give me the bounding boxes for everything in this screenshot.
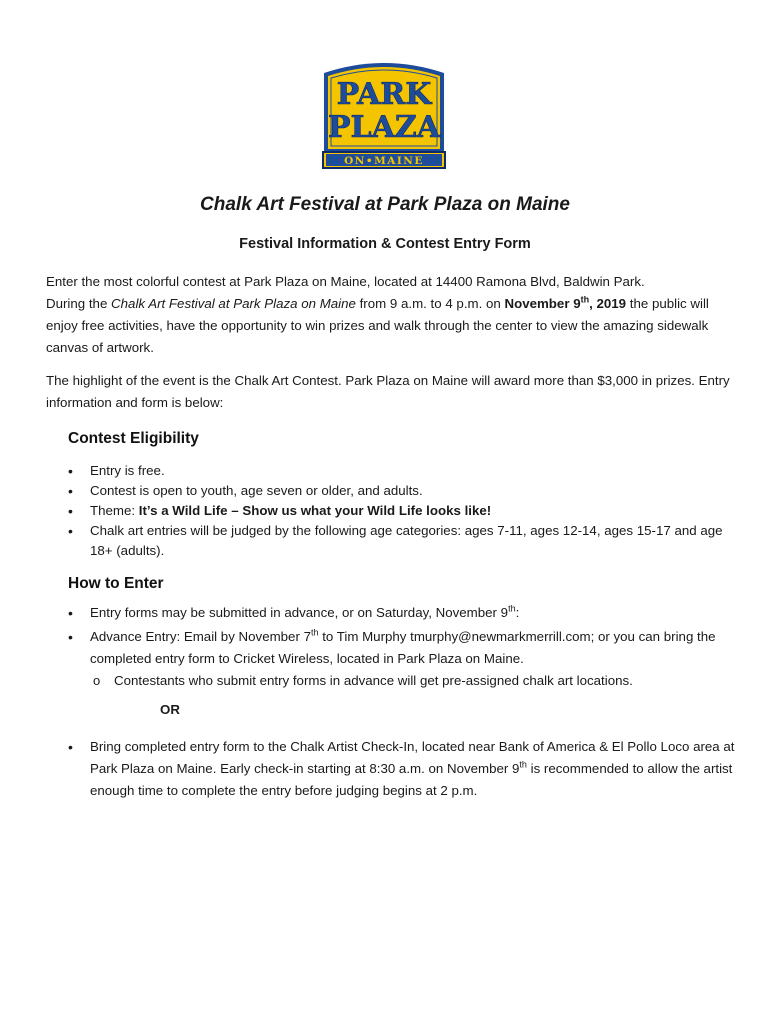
- list-item: [68, 626, 738, 692]
- list-item: [68, 602, 738, 624]
- how-item-3-suffix: th: [519, 759, 527, 770]
- how-sub-item: o Contestants who submit entry forms in advance will get pre-assigned chalk art locations.: [90, 670, 738, 692]
- how-to-enter-heading: How to Enter: [68, 575, 164, 592]
- or-separator: OR: [160, 702, 180, 717]
- list-item: [68, 521, 738, 561]
- how-item-2-end: to Tim Murphy tmurphy@newmarkmerrill.com; or you can bring the completed entry form to Cricket Wireless, located in Park Plaza on Maine.: [90, 629, 716, 666]
- eligibility-item-4: Chalk art entries will be judged by the following age categories: ages 7-11, ages 12-14, ages 15-17 and age 18+ (adults).: [90, 523, 723, 558]
- intro-text-b: from 9 a.m. to 4 p.m. on: [355, 296, 505, 311]
- eligibility-list: [68, 461, 738, 561]
- eligibility-item-1: Entry is free.: [90, 463, 165, 478]
- how-item-2-suffix: th: [310, 627, 319, 638]
- list-item: [68, 461, 738, 481]
- how-item-1-end: :: [515, 605, 520, 620]
- intro-date-suffix: th: [580, 294, 590, 305]
- logo-text-park: PARK: [336, 77, 432, 112]
- eligibility-theme: It’s a Wild Life – Show us what your Wild Life looks like!: [138, 503, 492, 518]
- highlight-paragraph: The highlight of the event is the Chalk Art Contest. Park Plaza on Maine will award more than $3,000 in prizes. Entry information and form is below:: [46, 373, 730, 410]
- eligibility-theme-label: Theme:: [90, 503, 139, 518]
- list-item: [68, 501, 738, 521]
- how-item-1-suffix: th: [508, 603, 516, 614]
- list-item: [68, 736, 738, 802]
- intro-date-main: November 9: [504, 296, 581, 311]
- eligibility-heading: Contest Eligibility: [68, 430, 199, 447]
- intro-date-year: , 2019: [589, 296, 627, 311]
- intro-paragraph: [46, 271, 736, 359]
- intro-text-c: the public will enjoy free activities, have the opportunity to win prizes and walk through the center to view the amazing sidewalk canvas of artwork.: [46, 296, 709, 355]
- intro-festival-name: Chalk Art Festival at Park Plaza on Maine: [111, 296, 356, 311]
- eligibility-item-2: Contest is open to youth, age seven or older, and adults.: [90, 483, 423, 498]
- list-item: [68, 481, 738, 501]
- how-to-enter-list: [68, 602, 738, 692]
- how-item-3-text: Bring completed entry form to the Chalk Artist Check-In, located near Bank of America & El Pollo Loco area at Park Plaza on Maine. Early check-in starting at 8:30 a.m. on November 9: [90, 739, 735, 776]
- how-item-1-text: Entry forms may be submitted in advance, or on Saturday, November 9: [90, 605, 509, 620]
- park-plaza-logo: [318, 57, 450, 170]
- logo-graphic: [318, 57, 450, 170]
- how-to-enter-list-2: [68, 736, 738, 802]
- page-title: Chalk Art Festival at Park Plaza on Maine: [200, 194, 570, 215]
- intro-text-a: During the: [46, 296, 112, 311]
- intro-line-1: Enter the most colorful contest at Park Plaza on Maine, located at 14400 Ramona Blvd, Baldwin Park.: [46, 274, 645, 289]
- logo-text-plaza: PLAZA: [327, 110, 441, 145]
- logo-text-onmaine: ON•MAINE: [344, 155, 424, 167]
- page-subtitle: Festival Information & Contest Entry Form: [239, 236, 531, 252]
- how-item-3-end: is recommended to allow the artist enough time to complete the entry before judging begins at 2 p.m.: [90, 761, 733, 798]
- intro-date: [504, 296, 626, 311]
- how-item-2-text: Advance Entry: Email by November 7: [90, 629, 311, 644]
